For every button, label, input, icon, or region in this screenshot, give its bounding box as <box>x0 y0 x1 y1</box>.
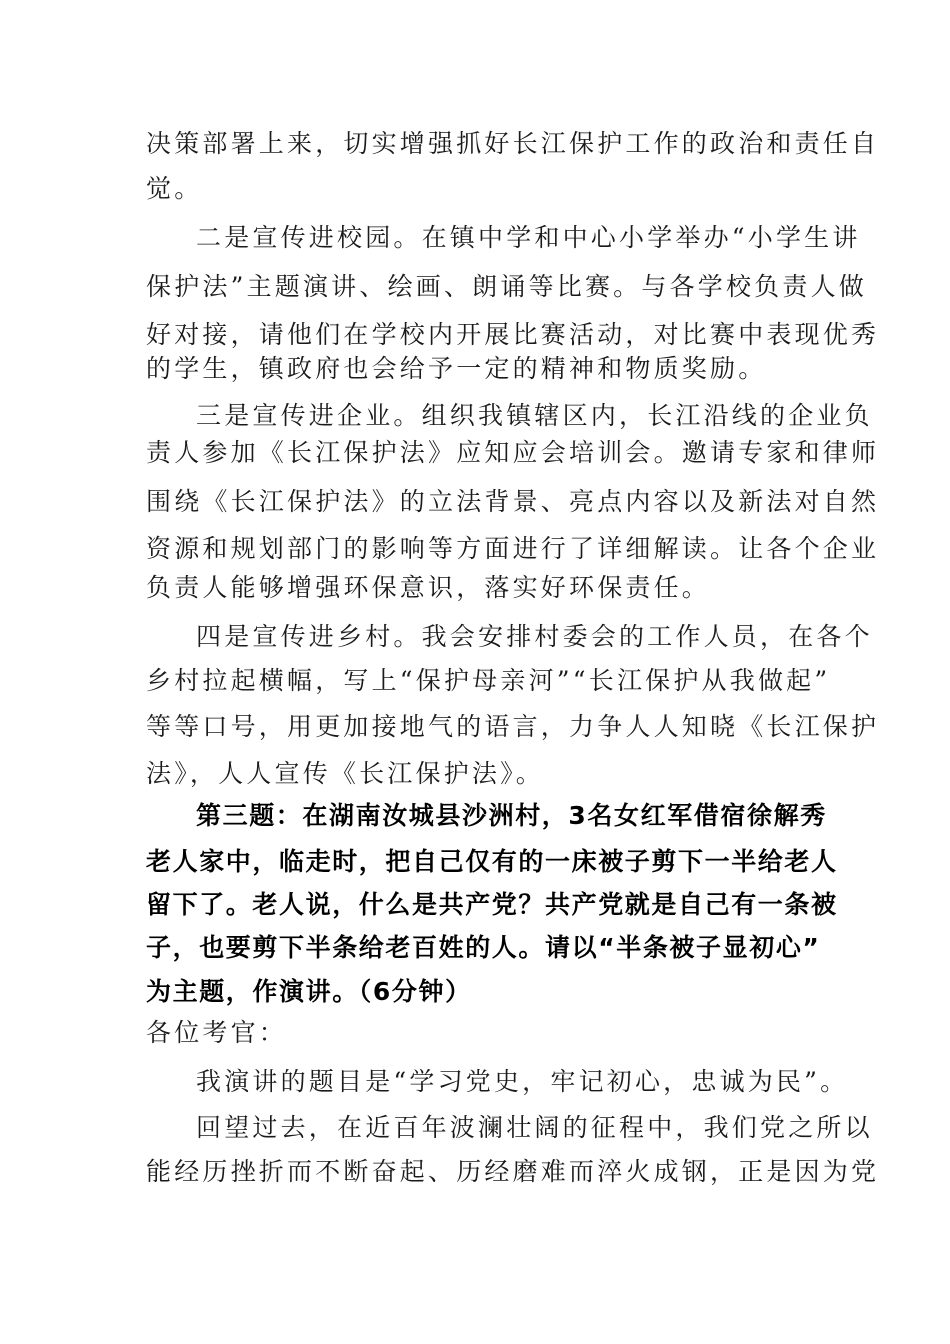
paragraph-line: 负责人能够增强环保意识，落实好环保责任。 <box>146 573 711 602</box>
paragraph-line: 等等口号，用更加接地气的语言，力争人人知晓《长江保护 <box>146 712 880 741</box>
paragraph-line: 三是宣传进企业。组织我镇辖区内，长江沿线的企业负 <box>196 401 873 430</box>
question-heading-line: 第三题：在湖南汝城县沙洲村，3名女红军借宿徐解秀 <box>196 801 827 830</box>
paragraph-line: 回望过去，在近百年波澜壮阔的征程中，我们党之所以 <box>196 1113 873 1142</box>
question-heading-line: 留下了。老人说，什么是共产党？共产党就是自己有一条被 <box>146 890 838 919</box>
paragraph-line: 的学生，镇政府也会给予一定的精神和物质奖励。 <box>146 354 767 383</box>
paragraph-line: 能经历挫折而不断奋起、历经磨难而淬火成钢，正是因为党 <box>146 1157 880 1186</box>
paragraph-line: 保护法”主题演讲、绘画、朗诵等比赛。与各学校负责人做 <box>146 272 867 301</box>
question-heading-line: 老人家中，临走时，把自己仅有的一床被子剪下一半给老人 <box>146 847 838 876</box>
paragraph-line: 乡村拉起横幅，写上“保护母亲河”“长江保护从我做起” <box>146 666 831 695</box>
paragraph-line: 二是宣传进校园。在镇中学和中心小学举办“小学生讲 <box>196 223 861 252</box>
question-heading-line: 子，也要剪下半条给老百姓的人。请以“半条被子显初心” <box>146 933 821 962</box>
paragraph-line: 好对接，请他们在学校内开展比赛活动，对比赛中表现优秀 <box>146 320 880 349</box>
question-heading-line: 为主题，作演讲。（6分钟） <box>146 977 472 1006</box>
paragraph-line: 资源和规划部门的影响等方面进行了详细解读。让各个企业 <box>146 534 880 563</box>
paragraph-line: 觉。 <box>146 174 203 203</box>
paragraph-line: 决策部署上来，切实增强抓好长江保护工作的政治和责任自 <box>146 129 880 158</box>
paragraph-line: 四是宣传进乡村。我会安排村委会的工作人员，在各个 <box>196 622 873 651</box>
paragraph-line: 我演讲的题目是“学习党史，牢记初心，忠诚为民”。 <box>196 1067 849 1096</box>
paragraph-line: 法》，人人宣传《长江保护法》。 <box>146 759 545 788</box>
salutation-line: 各位考官： <box>146 1018 288 1047</box>
paragraph-line: 责人参加《长江保护法》应知应会培训会。邀请专家和律师 <box>146 438 880 467</box>
paragraph-line: 围绕《长江保护法》的立法背景、亮点内容以及新法对自然 <box>146 487 880 516</box>
